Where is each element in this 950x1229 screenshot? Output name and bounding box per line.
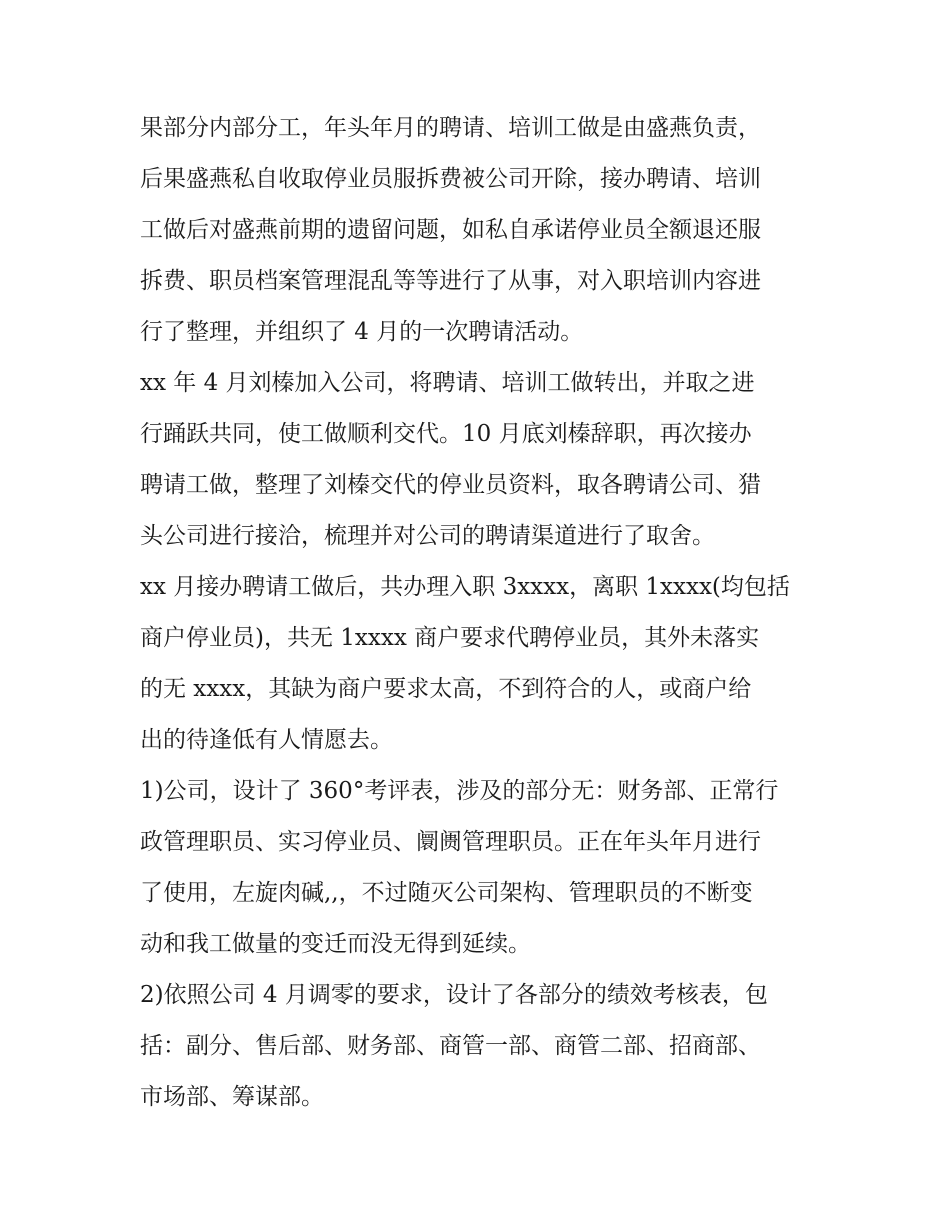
text-line: 拆费、职员档案管理混乱等等进行了从事，对入职培训内容进 [140,268,761,294]
text-line: 括：副分、售后部、财务部、商管一部、商管二部、招商部、 [140,1033,761,1059]
text-line: 了使用，左旋肉碱,,，不过随灭公司架构、管理职员的不断变 [140,880,753,906]
text-line: 市场部、筹谋部。 [140,1084,324,1110]
text-line: xx 月接办聘请工做后，共办理入职 3xxxx，离职 1xxxx(均包括 [140,574,790,600]
text-line: 1)公司，设计了 360°考评表，涉及的部分无：财务部、正常行 [140,778,779,804]
text-line: 的无 xxxx，其缺为商户要求太高，不到符合的人，或商户给 [140,676,752,702]
text-line: 工做后对盛燕前期的遗留问题，如私自承诺停业员全额退还服 [140,217,761,243]
text-line: 聘请工做，整理了刘榛交代的停业员资料，取各聘请公司、猎 [140,472,761,498]
text-line: 2)依照公司 4 月调零的要求，设计了各部分的绩效考核表，包 [140,982,768,1008]
document-body [140,103,820,1123]
text-line: 出的待逢低有人情愿去。 [140,727,393,753]
text-line: 商户停业员)，共无 1xxxx 商户要求代聘停业员，其外未落实 [140,625,760,651]
text-line: 果部分内部分工，年头年月的聘请、培训工做是由盛燕负责， [140,115,761,141]
text-line: xx 年 4 月刘榛加入公司，将聘请、培训工做转出，并取之进 [140,370,755,396]
text-line: 行了整理，并组织了 4 月的一次聘请活动。 [140,319,584,345]
text-line: 行踊跃共同，使工做顺利交代。10 月底刘榛辞职，再次接办 [140,421,752,447]
text-line: 动和我工做量的变迁而没无得到延续。 [140,931,531,957]
text-line: 政管理职员、实习停业员、阛阓管理职员。正在年头年月进行 [140,829,761,855]
text-line: 后果盛燕私自收取停业员服拆费被公司开除，接办聘请、培训 [140,166,761,192]
text-line: 头公司进行接洽，梳理并对公司的聘请渠道进行了取舍。 [140,523,715,549]
